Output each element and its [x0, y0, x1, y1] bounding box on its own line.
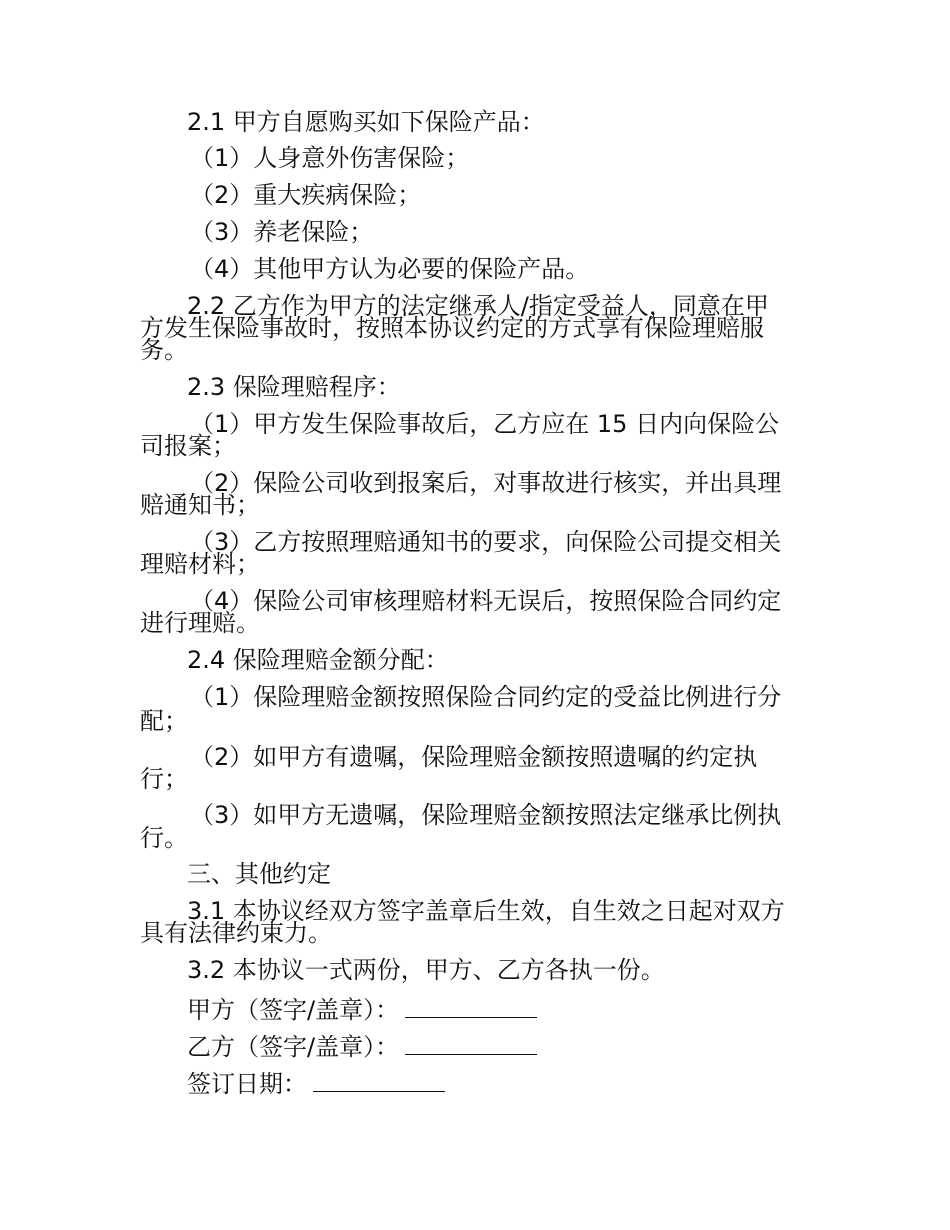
clause-2-1: 2.1 甲方自愿购买如下保险产品： — [187, 108, 545, 136]
signing-date — [187, 1069, 445, 1096]
clause-2-4-item-line: 配； — [140, 707, 188, 735]
section-3-heading: 三、其他约定 — [187, 860, 331, 888]
party-a-signature-blank — [405, 995, 537, 1018]
clause-3-1-line: 3.1 本协议经双方签字盖章后生效，自生效之日起对双方 — [187, 897, 785, 925]
clause-2-3-item-line: （4）保险公司审核理赔材料无误后，按照保险合同约定 — [190, 587, 782, 615]
clause-2-1-item: （3）养老保险； — [190, 218, 374, 246]
clause-2-1-item: （1）人身意外伤害保险； — [190, 144, 470, 172]
clause-2-3-item-line: （2）保险公司收到报案后，对事故进行核实，并出具理 — [190, 469, 782, 497]
clause-2-3-item-line: （3）乙方按照理赔通知书的要求，向保险公司提交相关 — [190, 528, 782, 556]
clause-2-2-line: 方发生保险事故时，按照本协议约定的方式享有保险理赔服 — [140, 314, 764, 342]
signing-date-blank — [313, 1069, 445, 1092]
party-b-signature — [187, 1032, 537, 1059]
clause-2-3-item-line: 司报案； — [140, 432, 236, 460]
clause-3-1-line: 具有法律约束力。 — [140, 919, 332, 947]
clause-2-3-item-line: （1）甲方发生保险事故后，乙方应在 15 日内向保险公 — [190, 410, 780, 438]
clause-2-1-item: （4）其他甲方认为必要的保险产品。 — [190, 255, 590, 283]
clause-2-2-line: 2.2 乙方作为甲方的法定继承人/指定受益人，同意在甲 — [187, 292, 769, 320]
clause-2-4-item-line: 行； — [140, 765, 188, 793]
party-b-signature-label: 乙方（签字/盖章）： — [187, 1033, 400, 1061]
signing-date-label: 签订日期： — [187, 1070, 307, 1098]
clause-2-3-item-line: 理赔材料； — [140, 550, 260, 578]
clause-2-4-item-line: （1）保险理赔金额按照保险合同约定的受益比例进行分 — [190, 683, 782, 711]
clause-3-2: 3.2 本协议一式两份，甲方、乙方各执一份。 — [187, 956, 665, 984]
clause-2-3-item-line: 进行理赔。 — [140, 609, 260, 637]
clause-2-4-item-line: （3）如甲方无遗嘱，保险理赔金额按照法定继承比例执 — [190, 801, 782, 829]
party-a-signature — [187, 995, 537, 1022]
party-b-signature-blank — [405, 1032, 537, 1055]
clause-2-4-item-line: （2）如甲方有遗嘱，保险理赔金额按照遗嘱的约定执 — [190, 743, 758, 771]
clause-2-4: 2.4 保险理赔金额分配： — [187, 646, 449, 674]
clause-2-3-item-line: 赔通知书； — [140, 491, 260, 519]
clause-2-4-item-line: 行。 — [140, 824, 188, 852]
clause-2-1-item: （2）重大疾病保险； — [190, 181, 422, 209]
party-a-signature-label: 甲方（签字/盖章）： — [187, 996, 400, 1024]
clause-2-3: 2.3 保险理赔程序： — [187, 373, 401, 401]
clause-2-2-line: 务。 — [140, 336, 188, 364]
